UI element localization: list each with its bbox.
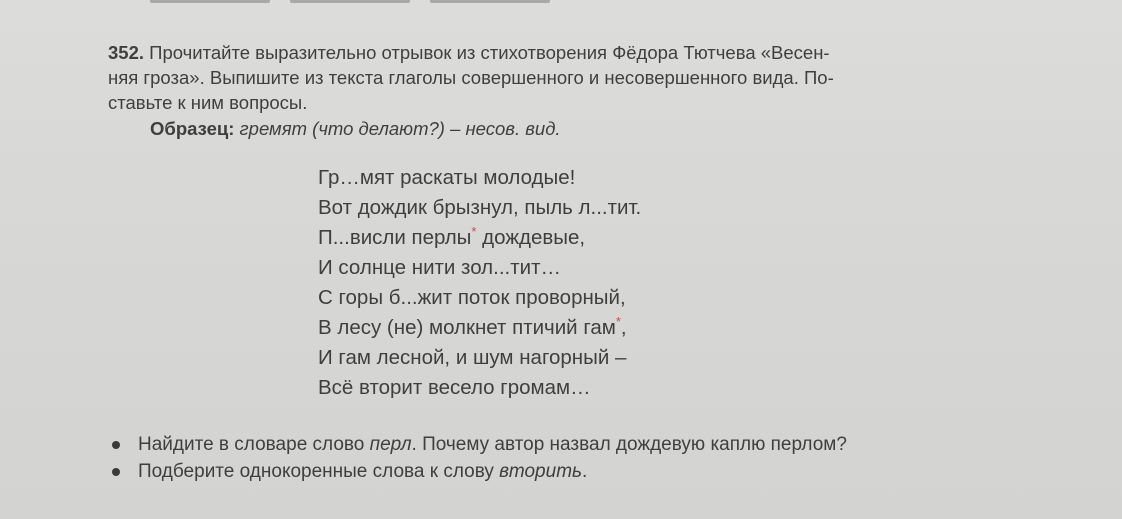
poem-line-1: Гр…мят раскаты молодые! xyxy=(318,166,576,189)
poem-line-6-text: В лесу (не) молкнет птичий гам xyxy=(318,316,616,339)
cut-off-text-fragment xyxy=(290,0,410,3)
sample-label: Образец: xyxy=(150,118,235,139)
poem-line-2: Вот дождик брызнул, пыль л...тит. xyxy=(318,196,642,219)
sample-aspect: – несов. вид. xyxy=(450,118,561,139)
cut-off-previous-text xyxy=(150,0,590,4)
poem-excerpt xyxy=(318,163,641,403)
footnote-asterisk: * xyxy=(615,314,621,330)
sample-answer xyxy=(150,116,561,141)
follow-up-questions xyxy=(112,431,847,485)
poem-line-8: Всё вторит весело громам… xyxy=(318,376,591,399)
question-2-end: . xyxy=(582,461,588,482)
task-number: 352. xyxy=(108,42,145,63)
poem-line-6 xyxy=(318,313,641,343)
question-1-start: Найдите в словаре слово xyxy=(138,434,370,455)
cut-off-text-fragment xyxy=(150,0,270,3)
footnote-asterisk: * xyxy=(471,224,477,240)
task-line-2: няя гроза». Выпишите из текста глаголы совершенного и несовершенного вида. По- xyxy=(108,67,834,88)
bullet-icon xyxy=(112,441,120,449)
question-2-start: Подберите однокоренные слова к слову xyxy=(138,461,500,482)
task-text-1: Прочитайте выразительно отрывок из стихотворения Фёдора Тютчева «Весен- xyxy=(149,42,830,63)
cut-off-text-fragment xyxy=(430,0,550,3)
sample-word: гремят xyxy=(239,118,308,139)
question-2-keyword: вторить xyxy=(499,461,583,482)
task-line-1 xyxy=(108,40,1008,65)
poem-line-5: С горы б...жит поток проворный, xyxy=(318,286,626,309)
poem-line-7: И гам лесной, и шум нагорный – xyxy=(318,346,627,369)
poem-line-4: И солнце нити зол...тит… xyxy=(318,256,561,279)
poem-line-3 xyxy=(318,223,641,253)
question-2 xyxy=(112,458,847,485)
task-line-3: ставьте к ним вопросы. xyxy=(108,92,308,113)
poem-line-6-tail: , xyxy=(620,316,627,339)
poem-line-3-text: П...висли перлы xyxy=(318,226,472,249)
task-instructions xyxy=(108,40,1008,115)
bullet-icon xyxy=(112,468,120,476)
sample-question: (что делают?) xyxy=(312,118,445,139)
question-1-end: . Почему автор назвал дождевую каплю перлом? xyxy=(411,434,847,455)
question-1-keyword: перл xyxy=(369,434,412,455)
question-1 xyxy=(112,431,847,458)
poem-line-3-tail: дождевые, xyxy=(476,226,586,249)
